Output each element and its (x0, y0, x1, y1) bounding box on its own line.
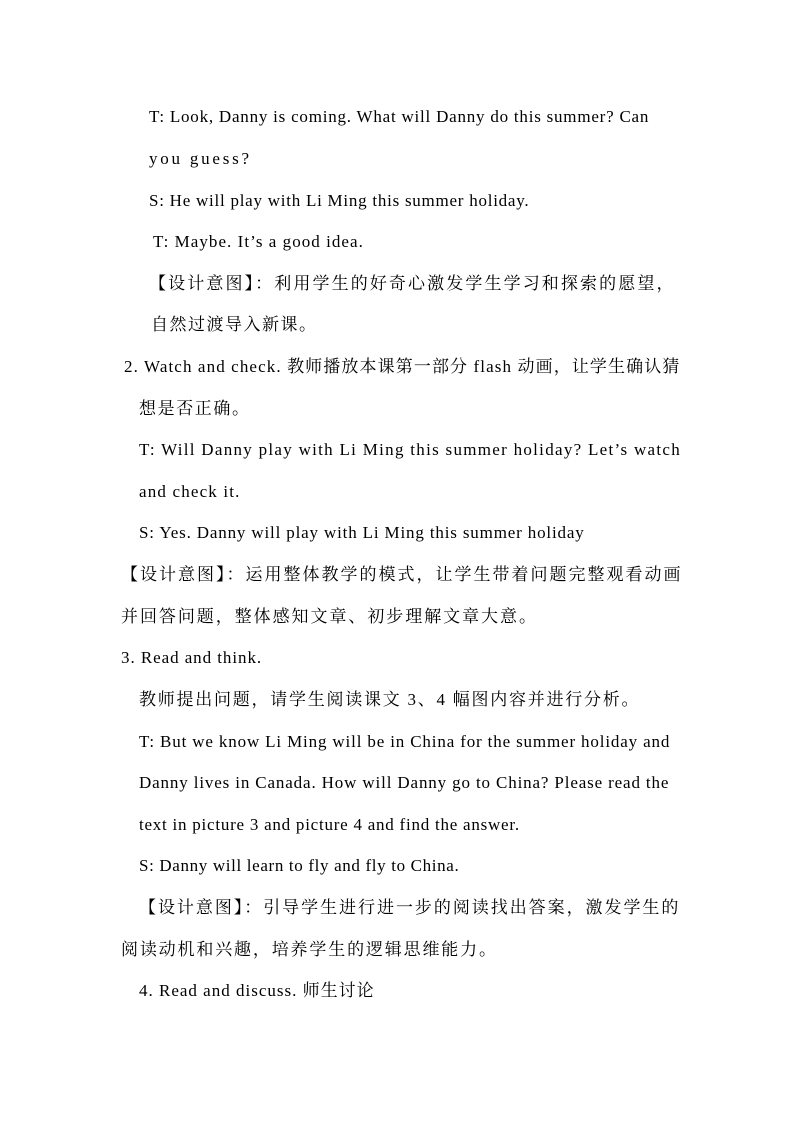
body-line: 教师提出问题，请学生阅读课文 3、4 幅图内容并进行分析。 (139, 690, 641, 709)
dialogue-line: S: He will play with Li Ming this summer holiday. (149, 191, 530, 210)
section-heading: 2. Watch and check. 教师播放本课第一部分 flash 动画，让学生确认猜 (124, 357, 681, 376)
section-heading: 3. Read and think. (121, 648, 263, 667)
dialogue-line: T: But we know Li Ming will be in China for the summer holiday and (139, 732, 671, 751)
design-intent-line: 阅读动机和兴趣，培养学生的逻辑思维能力。 (121, 940, 498, 959)
dialogue-line: text in picture 3 and picture 4 and find the answer. (139, 815, 520, 834)
dialogue-line: S: Yes. Danny will play with Li Ming this summer holiday (139, 523, 585, 542)
design-intent-line: 【设计意图】：利用学生的好奇心激发学生学习和探索的愿望， (149, 274, 676, 293)
dialogue-line: and check it. (139, 482, 241, 501)
dialogue-line: you guess? (149, 149, 252, 168)
body-line: 想是否正确。 (139, 399, 251, 418)
design-intent-line: 【设计意图】：运用整体教学的模式，让学生带着问题完整观看动画 (121, 565, 683, 584)
section-heading: 4. Read and discuss. 师生讨论 (139, 981, 375, 1000)
dialogue-line: Danny lives in Canada. How will Danny go to China? Please read the (139, 773, 670, 792)
dialogue-line: T: Will Danny play with Li Ming this summer holiday? Let’s watch (139, 440, 682, 459)
dialogue-line: T: Maybe. It’s a good idea. (153, 232, 364, 251)
design-intent-line: 自然过渡导入新课。 (151, 315, 318, 334)
design-intent-line: 并回答问题，整体感知文章、初步理解文章大意。 (121, 607, 538, 626)
dialogue-line: T: Look, Danny is coming. What will Danny do this summer? Can (149, 107, 650, 126)
dialogue-line: S: Danny will learn to fly and fly to China. (139, 856, 460, 875)
design-intent-line: 【设计意图】：引导学生进行进一步的阅读找出答案，激发学生的 (139, 898, 681, 917)
